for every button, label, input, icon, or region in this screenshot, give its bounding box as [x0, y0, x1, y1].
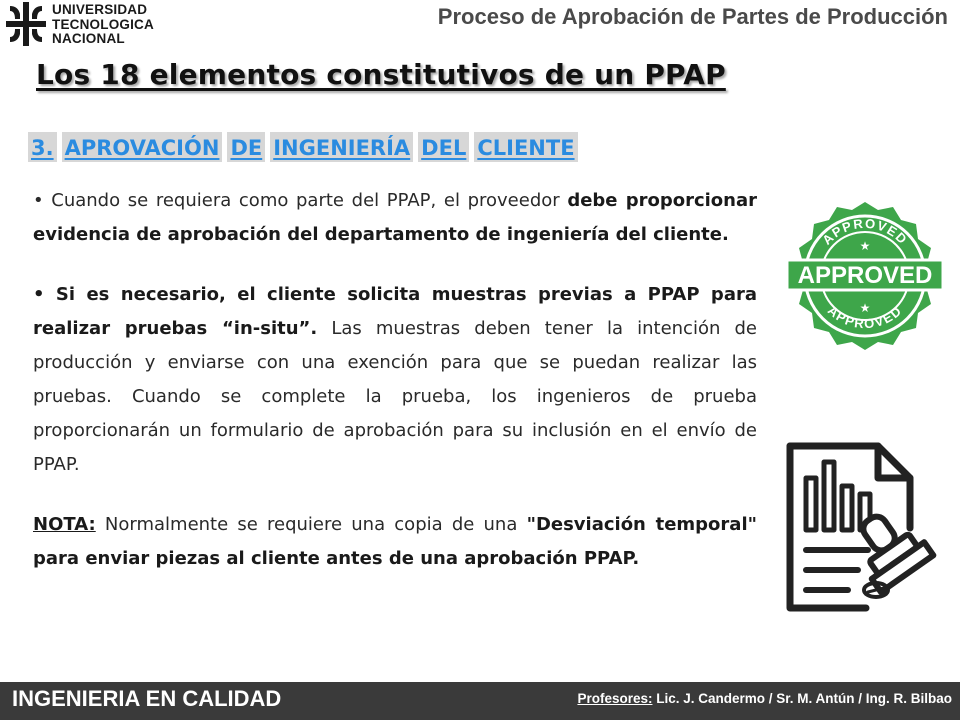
- note-label: NOTA:: [33, 514, 96, 535]
- footer-professors-names: Lic. J. Candermo / Sr. M. Antún / Ing. R. Bilbao: [652, 691, 952, 706]
- logo-text: [52, 3, 154, 47]
- logo-line-1: UNIVERSIDAD: [52, 2, 148, 17]
- svg-text:★: ★: [859, 239, 871, 253]
- note-bold: "Desviación temporal" para enviar piezas al cliente antes de una aprobación PPAP.: [33, 514, 757, 569]
- note-paragraph: [33, 508, 757, 576]
- document-stamp-icon: [786, 442, 946, 612]
- section-heading-word: DEL: [418, 132, 469, 162]
- section-heading-word: APROVACIÓN: [62, 132, 223, 162]
- logo-line-3: NACIONAL: [52, 31, 125, 46]
- note-text: Normalmente se requiere una copia de una: [95, 514, 527, 535]
- paragraph-1-text: • Cuando se requiera como parte del PPAP, el proveedor: [33, 190, 568, 211]
- footer-professors: [577, 691, 952, 706]
- svg-text:★: ★: [859, 301, 871, 315]
- main-title: Los 18 elementos constitutivos de un PPAP: [36, 58, 726, 91]
- badge-main-text: APPROVED: [797, 262, 933, 289]
- badge-arc-bottom-text: APPROVED: [824, 302, 906, 332]
- paragraph-2: [33, 278, 757, 482]
- section-heading: [28, 132, 578, 162]
- header-title: Proceso de Aprobación de Partes de Producción: [437, 4, 948, 29]
- section-heading-word: INGENIERÍA: [270, 132, 413, 162]
- approved-badge-icon: [783, 194, 947, 358]
- paragraph-2-text: Las muestras deben tener la intención de producción y enviarse con una exención para que se puedan realizar las pruebas. Cuando se complete la prueba, los ingenieros de prueba proporcionarán un formulario de aprobación para su inclusión en el envío de PPAP.: [33, 318, 757, 475]
- badge-arc-top-text: APPROVED: [819, 215, 911, 248]
- paragraph-1-bold: debe proporcionar evidencia de aprobación del departamento de ingeniería del cliente.: [33, 190, 758, 245]
- footer-professors-label: Profesores:: [577, 691, 653, 706]
- section-heading-word: CLIENTE: [474, 132, 577, 162]
- paragraph-2-bold: • Si es necesario, el cliente solicita muestras previas a PPAP para realizar pruebas “in-situ”.: [33, 284, 757, 339]
- university-logo: [6, 2, 216, 48]
- footer-course: INGENIERIA EN CALIDAD: [12, 686, 282, 711]
- body-content: [33, 184, 757, 576]
- section-heading-word: DE: [227, 132, 265, 162]
- logo-line-2: TECNOLOGICA: [52, 16, 154, 32]
- footer-bar: [0, 682, 960, 720]
- utn-logo-icon: [6, 2, 46, 46]
- section-heading-word: 3.: [28, 132, 57, 162]
- paragraph-1: [33, 184, 757, 252]
